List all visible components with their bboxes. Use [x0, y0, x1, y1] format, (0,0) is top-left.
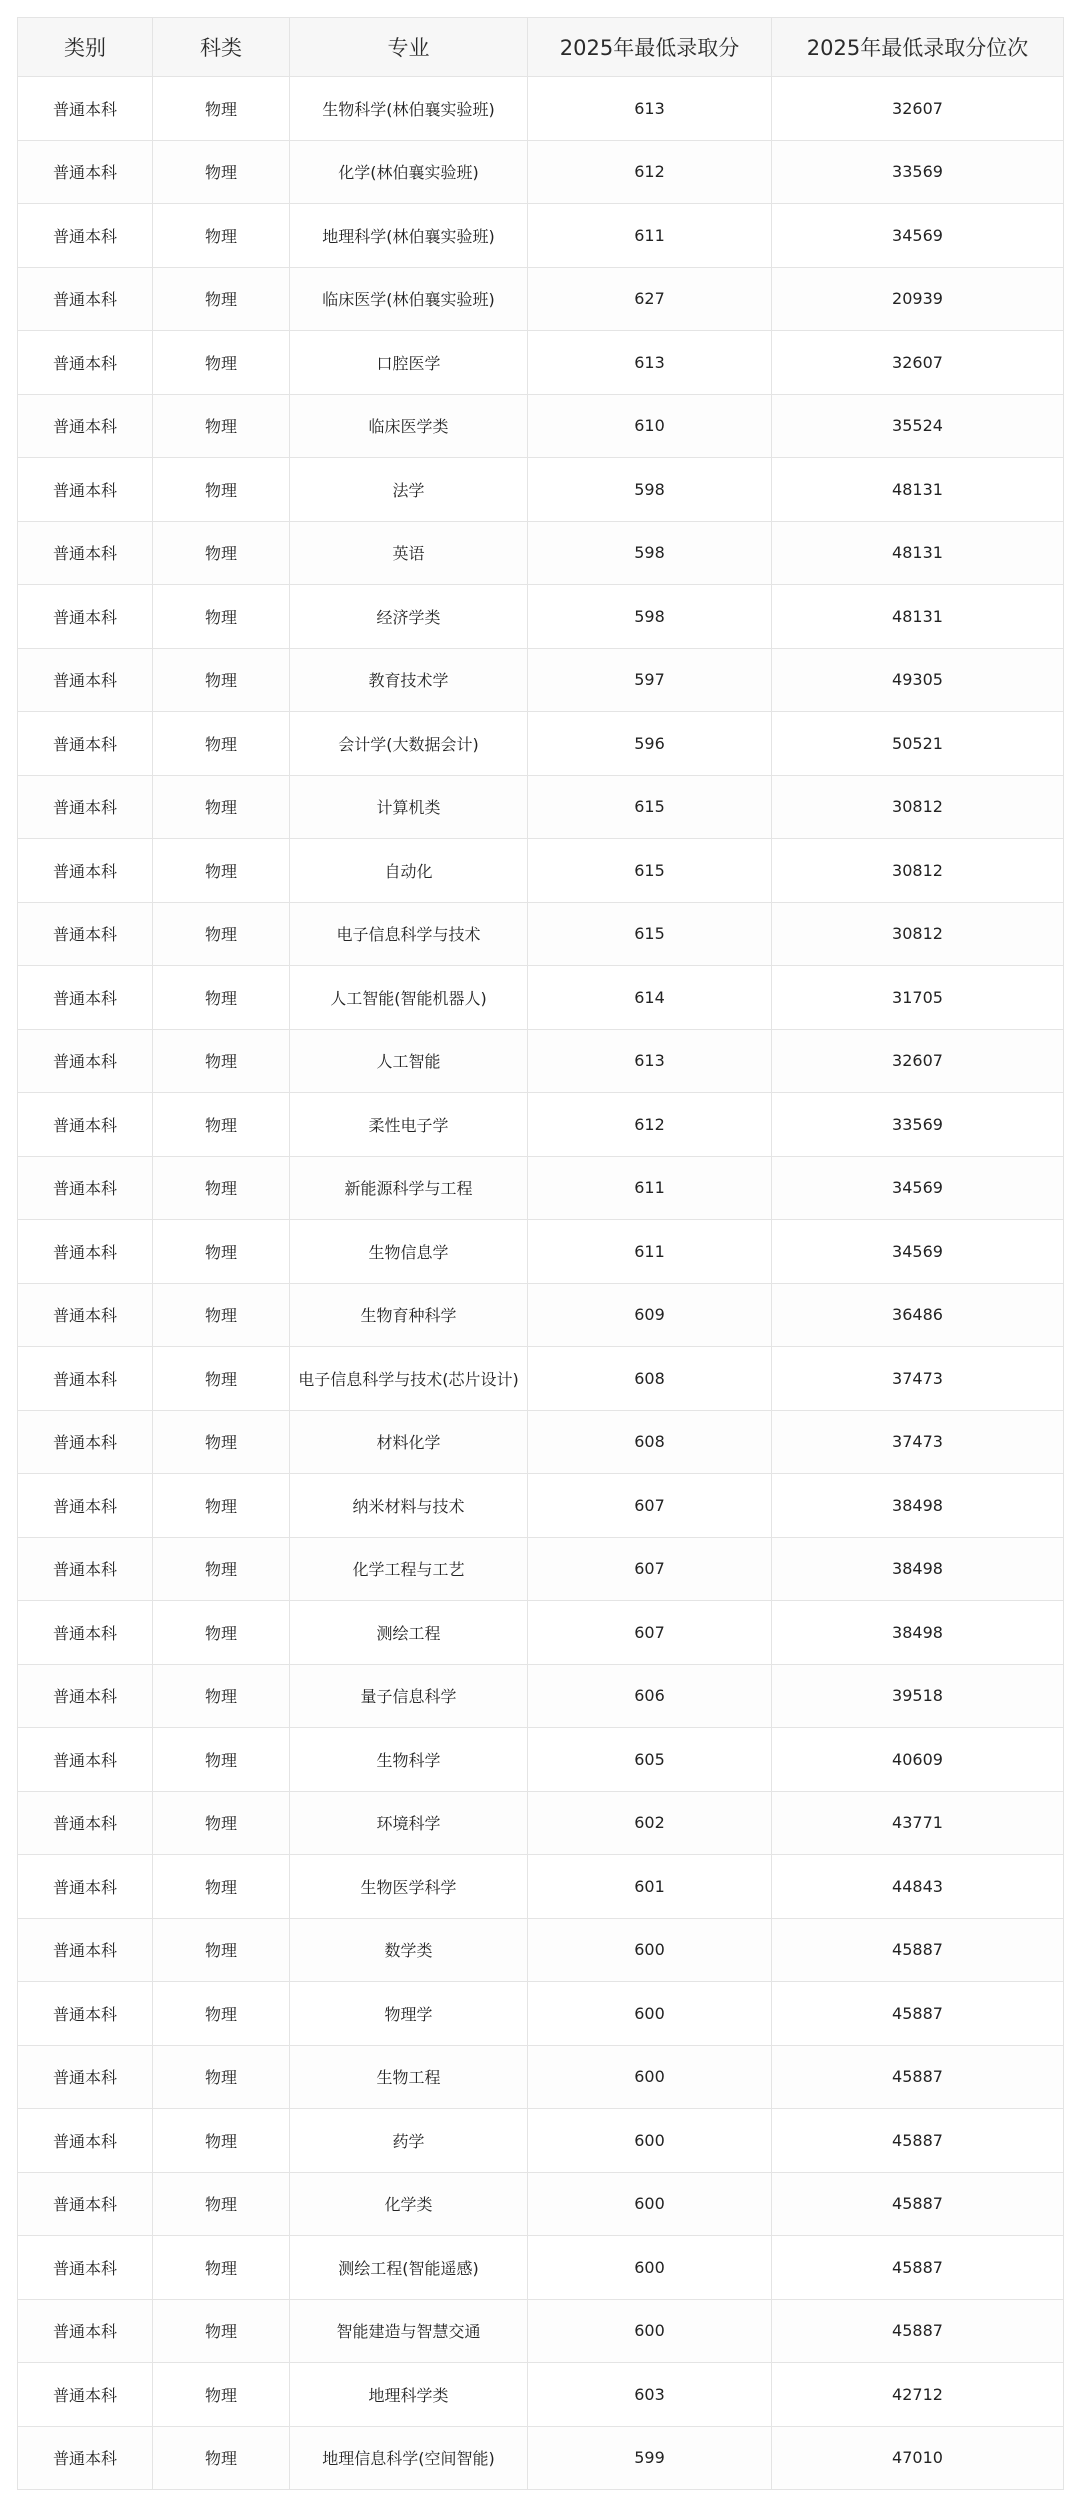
table-row — [18, 1855, 1064, 1919]
cell-min-rank: 45887 — [772, 2045, 1064, 2109]
header-subject-track: 科类 — [153, 18, 290, 77]
cell-subject-track: 物理 — [153, 2236, 290, 2300]
cell-major: 量子信息科学 — [290, 1664, 528, 1728]
table-row — [18, 2109, 1064, 2173]
cell-category: 普通本科 — [18, 394, 153, 458]
table-row — [18, 839, 1064, 903]
cell-major: 教育技术学 — [290, 648, 528, 712]
cell-category: 普通本科 — [18, 2236, 153, 2300]
cell-subject-track: 物理 — [153, 394, 290, 458]
cell-min-rank: 45887 — [772, 2109, 1064, 2173]
cell-min-score: 627 — [528, 267, 772, 331]
cell-subject-track: 物理 — [153, 140, 290, 204]
cell-major: 新能源科学与工程 — [290, 1156, 528, 1220]
cell-category: 普通本科 — [18, 458, 153, 522]
cell-category: 普通本科 — [18, 1029, 153, 1093]
cell-major: 生物工程 — [290, 2045, 528, 2109]
cell-min-rank: 48131 — [772, 585, 1064, 649]
cell-major: 柔性电子学 — [290, 1093, 528, 1157]
cell-min-score: 611 — [528, 1220, 772, 1284]
cell-category: 普通本科 — [18, 2299, 153, 2363]
cell-major: 电子信息科学与技术(芯片设计) — [290, 1347, 528, 1411]
table-row — [18, 2172, 1064, 2236]
cell-subject-track: 物理 — [153, 1855, 290, 1919]
cell-major: 材料化学 — [290, 1410, 528, 1474]
table-row — [18, 140, 1064, 204]
cell-category: 普通本科 — [18, 712, 153, 776]
cell-subject-track: 物理 — [153, 2426, 290, 2490]
cell-min-score: 607 — [528, 1537, 772, 1601]
cell-min-rank: 30812 — [772, 902, 1064, 966]
cell-major: 地理科学类 — [290, 2363, 528, 2427]
cell-category: 普通本科 — [18, 2363, 153, 2427]
cell-major: 数学类 — [290, 1918, 528, 1982]
cell-min-rank: 31705 — [772, 966, 1064, 1030]
cell-category: 普通本科 — [18, 839, 153, 903]
cell-major: 生物信息学 — [290, 1220, 528, 1284]
table-row — [18, 966, 1064, 1030]
cell-subject-track: 物理 — [153, 204, 290, 268]
cell-min-score: 615 — [528, 902, 772, 966]
cell-min-score: 600 — [528, 2109, 772, 2173]
cell-major: 地理信息科学(空间智能) — [290, 2426, 528, 2490]
cell-major: 智能建造与智慧交通 — [290, 2299, 528, 2363]
cell-category: 普通本科 — [18, 775, 153, 839]
cell-min-score: 600 — [528, 2045, 772, 2109]
cell-min-rank: 35524 — [772, 394, 1064, 458]
cell-min-rank: 43771 — [772, 1791, 1064, 1855]
cell-min-rank: 45887 — [772, 2299, 1064, 2363]
cell-major: 生物医学科学 — [290, 1855, 528, 1919]
cell-min-score: 611 — [528, 1156, 772, 1220]
table-row — [18, 1410, 1064, 1474]
cell-category: 普通本科 — [18, 966, 153, 1030]
cell-category: 普通本科 — [18, 204, 153, 268]
cell-min-rank: 32607 — [772, 77, 1064, 141]
cell-min-rank: 38498 — [772, 1601, 1064, 1665]
cell-subject-track: 物理 — [153, 775, 290, 839]
cell-min-score: 602 — [528, 1791, 772, 1855]
table-row — [18, 648, 1064, 712]
cell-category: 普通本科 — [18, 1855, 153, 1919]
table-row — [18, 2236, 1064, 2300]
cell-min-score: 600 — [528, 2172, 772, 2236]
cell-subject-track: 物理 — [153, 712, 290, 776]
cell-min-rank: 45887 — [772, 2172, 1064, 2236]
table-row — [18, 1220, 1064, 1284]
cell-subject-track: 物理 — [153, 1093, 290, 1157]
cell-major: 测绘工程 — [290, 1601, 528, 1665]
cell-min-rank: 44843 — [772, 1855, 1064, 1919]
table-row — [18, 1474, 1064, 1538]
cell-min-rank: 45887 — [772, 1982, 1064, 2046]
cell-min-rank: 34569 — [772, 1220, 1064, 1284]
cell-category: 普通本科 — [18, 140, 153, 204]
cell-major: 环境科学 — [290, 1791, 528, 1855]
cell-subject-track: 物理 — [153, 331, 290, 395]
cell-min-score: 598 — [528, 585, 772, 649]
cell-major: 化学类 — [290, 2172, 528, 2236]
cell-min-score: 606 — [528, 1664, 772, 1728]
cell-major: 纳米材料与技术 — [290, 1474, 528, 1538]
table-row — [18, 77, 1064, 141]
cell-major: 测绘工程(智能遥感) — [290, 2236, 528, 2300]
cell-min-rank: 45887 — [772, 2236, 1064, 2300]
cell-min-rank: 40609 — [772, 1728, 1064, 1792]
table-row — [18, 1728, 1064, 1792]
cell-subject-track: 物理 — [153, 521, 290, 585]
cell-major: 地理科学(林伯襄实验班) — [290, 204, 528, 268]
cell-min-score: 613 — [528, 1029, 772, 1093]
cell-major: 法学 — [290, 458, 528, 522]
cell-major: 电子信息科学与技术 — [290, 902, 528, 966]
table-row — [18, 204, 1064, 268]
header-min-rank: 2025年最低录取分位次 — [772, 18, 1064, 77]
cell-min-score: 609 — [528, 1283, 772, 1347]
cell-subject-track: 物理 — [153, 1474, 290, 1538]
table-row — [18, 1029, 1064, 1093]
cell-category: 普通本科 — [18, 77, 153, 141]
table-row — [18, 521, 1064, 585]
cell-category: 普通本科 — [18, 1220, 153, 1284]
cell-subject-track: 物理 — [153, 2299, 290, 2363]
cell-subject-track: 物理 — [153, 1029, 290, 1093]
cell-major: 人工智能 — [290, 1029, 528, 1093]
cell-major: 人工智能(智能机器人) — [290, 966, 528, 1030]
cell-subject-track: 物理 — [153, 1601, 290, 1665]
cell-subject-track: 物理 — [153, 1728, 290, 1792]
cell-min-score: 612 — [528, 140, 772, 204]
table-row — [18, 1791, 1064, 1855]
cell-subject-track: 物理 — [153, 1347, 290, 1411]
cell-subject-track: 物理 — [153, 1156, 290, 1220]
cell-min-rank: 38498 — [772, 1474, 1064, 1538]
table-row — [18, 2045, 1064, 2109]
cell-category: 普通本科 — [18, 2045, 153, 2109]
cell-min-score: 613 — [528, 331, 772, 395]
cell-subject-track: 物理 — [153, 2045, 290, 2109]
cell-min-score: 600 — [528, 2236, 772, 2300]
table-row — [18, 1664, 1064, 1728]
table-row — [18, 1347, 1064, 1411]
cell-min-rank: 48131 — [772, 458, 1064, 522]
table-row — [18, 2426, 1064, 2490]
cell-min-rank: 37473 — [772, 1410, 1064, 1474]
cell-subject-track: 物理 — [153, 2172, 290, 2236]
cell-category: 普通本科 — [18, 1664, 153, 1728]
cell-min-rank: 37473 — [772, 1347, 1064, 1411]
cell-category: 普通本科 — [18, 1474, 153, 1538]
cell-min-score: 615 — [528, 775, 772, 839]
cell-subject-track: 物理 — [153, 585, 290, 649]
cell-min-rank: 42712 — [772, 2363, 1064, 2427]
cell-major: 经济学类 — [290, 585, 528, 649]
cell-min-score: 603 — [528, 2363, 772, 2427]
cell-min-rank: 34569 — [772, 1156, 1064, 1220]
cell-min-score: 614 — [528, 966, 772, 1030]
cell-min-score: 601 — [528, 1855, 772, 1919]
cell-category: 普通本科 — [18, 267, 153, 331]
cell-subject-track: 物理 — [153, 966, 290, 1030]
cell-category: 普通本科 — [18, 1093, 153, 1157]
cell-min-score: 598 — [528, 521, 772, 585]
table-row — [18, 2363, 1064, 2427]
table-row — [18, 775, 1064, 839]
cell-subject-track: 物理 — [153, 1982, 290, 2046]
cell-major: 临床医学类 — [290, 394, 528, 458]
cell-subject-track: 物理 — [153, 902, 290, 966]
table-row — [18, 267, 1064, 331]
table-row — [18, 331, 1064, 395]
cell-subject-track: 物理 — [153, 1537, 290, 1601]
cell-major: 物理学 — [290, 1982, 528, 2046]
cell-major: 化学(林伯襄实验班) — [290, 140, 528, 204]
cell-min-rank: 45887 — [772, 1918, 1064, 1982]
cell-min-score: 600 — [528, 2299, 772, 2363]
cell-min-score: 611 — [528, 204, 772, 268]
cell-min-rank: 30812 — [772, 839, 1064, 903]
cell-min-score: 596 — [528, 712, 772, 776]
cell-major: 生物育种科学 — [290, 1283, 528, 1347]
cell-subject-track: 物理 — [153, 458, 290, 522]
table-row — [18, 902, 1064, 966]
cell-category: 普通本科 — [18, 902, 153, 966]
cell-min-score: 599 — [528, 2426, 772, 2490]
cell-min-rank: 50521 — [772, 712, 1064, 776]
cell-major: 自动化 — [290, 839, 528, 903]
table-row — [18, 585, 1064, 649]
cell-min-score: 605 — [528, 1728, 772, 1792]
cell-subject-track: 物理 — [153, 1220, 290, 1284]
cell-min-rank: 36486 — [772, 1283, 1064, 1347]
cell-min-score: 607 — [528, 1601, 772, 1665]
cell-min-score: 608 — [528, 1347, 772, 1411]
cell-min-rank: 38498 — [772, 1537, 1064, 1601]
table-row — [18, 1537, 1064, 1601]
header-category: 类别 — [18, 18, 153, 77]
cell-major: 生物科学 — [290, 1728, 528, 1792]
cell-min-rank: 32607 — [772, 331, 1064, 395]
cell-category: 普通本科 — [18, 1728, 153, 1792]
cell-major: 药学 — [290, 2109, 528, 2173]
cell-category: 普通本科 — [18, 1982, 153, 2046]
cell-subject-track: 物理 — [153, 2363, 290, 2427]
table-row — [18, 394, 1064, 458]
cell-min-score: 597 — [528, 648, 772, 712]
cell-category: 普通本科 — [18, 585, 153, 649]
cell-min-score: 613 — [528, 77, 772, 141]
cell-min-score: 615 — [528, 839, 772, 903]
cell-subject-track: 物理 — [153, 1664, 290, 1728]
header-major: 专业 — [290, 18, 528, 77]
cell-category: 普通本科 — [18, 1918, 153, 1982]
table-row — [18, 712, 1064, 776]
cell-min-score: 608 — [528, 1410, 772, 1474]
cell-subject-track: 物理 — [153, 267, 290, 331]
cell-min-rank: 30812 — [772, 775, 1064, 839]
cell-min-rank: 48131 — [772, 521, 1064, 585]
cell-major: 口腔医学 — [290, 331, 528, 395]
header-row — [18, 18, 1064, 77]
cell-subject-track: 物理 — [153, 1410, 290, 1474]
cell-category: 普通本科 — [18, 1601, 153, 1665]
cell-min-rank: 33569 — [772, 140, 1064, 204]
cell-category: 普通本科 — [18, 1283, 153, 1347]
cell-subject-track: 物理 — [153, 1791, 290, 1855]
cell-subject-track: 物理 — [153, 839, 290, 903]
cell-category: 普通本科 — [18, 2172, 153, 2236]
cell-min-score: 600 — [528, 1982, 772, 2046]
header-min-score: 2025年最低录取分 — [528, 18, 772, 77]
cell-min-score: 598 — [528, 458, 772, 522]
cell-category: 普通本科 — [18, 1156, 153, 1220]
cell-category: 普通本科 — [18, 1410, 153, 1474]
cell-min-rank: 20939 — [772, 267, 1064, 331]
cell-category: 普通本科 — [18, 1347, 153, 1411]
cell-subject-track: 物理 — [153, 1918, 290, 1982]
cell-subject-track: 物理 — [153, 2109, 290, 2173]
cell-subject-track: 物理 — [153, 1283, 290, 1347]
table-body — [18, 77, 1064, 2490]
cell-major: 计算机类 — [290, 775, 528, 839]
cell-major: 临床医学(林伯襄实验班) — [290, 267, 528, 331]
cell-category: 普通本科 — [18, 521, 153, 585]
cell-min-score: 607 — [528, 1474, 772, 1538]
cell-major: 会计学(大数据会计) — [290, 712, 528, 776]
cell-min-rank: 47010 — [772, 2426, 1064, 2490]
table-row — [18, 1601, 1064, 1665]
cell-min-rank: 34569 — [772, 204, 1064, 268]
cell-subject-track: 物理 — [153, 77, 290, 141]
table-row — [18, 1283, 1064, 1347]
table-row — [18, 1918, 1064, 1982]
cell-min-rank: 49305 — [772, 648, 1064, 712]
table-row — [18, 2299, 1064, 2363]
cell-major: 化学工程与工艺 — [290, 1537, 528, 1601]
cell-major: 英语 — [290, 521, 528, 585]
table-row — [18, 1156, 1064, 1220]
cell-min-rank: 32607 — [772, 1029, 1064, 1093]
table-row — [18, 1093, 1064, 1157]
table-header — [18, 18, 1064, 77]
cell-min-score: 610 — [528, 394, 772, 458]
cell-category: 普通本科 — [18, 1791, 153, 1855]
cell-major: 生物科学(林伯襄实验班) — [290, 77, 528, 141]
admission-scores-table — [17, 17, 1064, 2490]
table-row — [18, 458, 1064, 522]
cell-min-score: 612 — [528, 1093, 772, 1157]
admission-scores-sheet — [17, 17, 1063, 2490]
cell-category: 普通本科 — [18, 1537, 153, 1601]
cell-min-score: 600 — [528, 1918, 772, 1982]
cell-category: 普通本科 — [18, 648, 153, 712]
table-row — [18, 1982, 1064, 2046]
cell-min-rank: 39518 — [772, 1664, 1064, 1728]
cell-category: 普通本科 — [18, 2109, 153, 2173]
cell-subject-track: 物理 — [153, 648, 290, 712]
cell-min-rank: 33569 — [772, 1093, 1064, 1157]
cell-category: 普通本科 — [18, 331, 153, 395]
cell-category: 普通本科 — [18, 2426, 153, 2490]
